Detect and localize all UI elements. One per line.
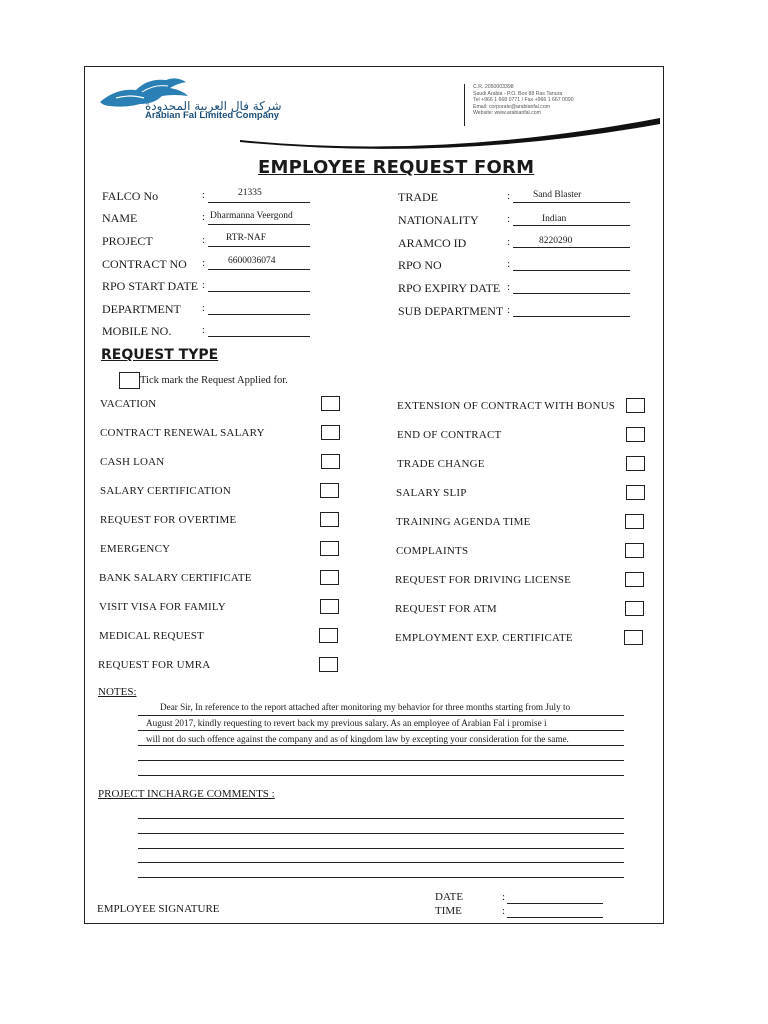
rpo-no-field[interactable]: [513, 270, 630, 271]
falco-no-value: 21335: [238, 188, 262, 198]
request-label: TRAINING AGENDA TIME: [396, 516, 531, 528]
contact-line: C.R. 2050003398: [473, 84, 514, 90]
field-colon: :: [507, 236, 511, 248]
comments-line[interactable]: [138, 818, 624, 819]
employment-exp-certificate-checkbox[interactable]: [624, 630, 643, 645]
request-label: CASH LOAN: [100, 456, 165, 468]
field-label-aramco-id: ARAMCO ID: [398, 236, 467, 250]
training-agenda-time-checkbox[interactable]: [625, 514, 644, 529]
notes-line[interactable]: [138, 715, 624, 716]
request-label: COMPLAINTS: [396, 545, 469, 557]
cash-loan-checkbox[interactable]: [321, 454, 340, 469]
notes-text-line: will not do such offence against the company and as of kingdom law by excepting your consideration for the same.: [146, 734, 569, 744]
notes-line[interactable]: [138, 745, 624, 746]
contract-no-field[interactable]: [208, 269, 310, 270]
end-of-contract-checkbox[interactable]: [626, 427, 645, 442]
notes-line[interactable]: [138, 730, 624, 731]
nationality-field[interactable]: [513, 225, 630, 226]
contract-renewal-salary-checkbox[interactable]: [321, 425, 340, 440]
field-label-mobile-no: MOBILE NO.: [102, 324, 172, 338]
field-colon: :: [507, 190, 511, 202]
project-incharge-comments-label: PROJECT INCHARGE COMMENTS :: [98, 788, 275, 800]
field-label-sub-department: SUB DEPARTMENT: [398, 304, 504, 318]
request-for-umra-checkbox[interactable]: [319, 657, 338, 672]
notes-text-line: Dear Sir, In reference to the report attached after monitoring my behavior for three months starting from July to: [160, 702, 571, 712]
salary-slip-checkbox[interactable]: [626, 485, 645, 500]
field-label-project: PROJECT: [102, 234, 153, 248]
request-label: REQUEST FOR OVERTIME: [100, 514, 237, 526]
field-colon: :: [507, 258, 511, 270]
request-label: MEDICAL REQUEST: [99, 630, 204, 642]
rpo-expiry-date-field[interactable]: [513, 293, 630, 294]
form-title: EMPLOYEE REQUEST FORM: [258, 157, 535, 178]
bank-salary-certificate-checkbox[interactable]: [320, 570, 339, 585]
field-colon: :: [502, 905, 506, 917]
field-label-trade: TRADE: [398, 190, 438, 204]
field-label-rpo-no: RPO NO: [398, 258, 442, 272]
field-label-falco-no: FALCO No: [102, 189, 159, 203]
field-colon: :: [507, 213, 511, 225]
time-label: TIME: [435, 905, 462, 917]
request-label: REQUEST FOR UMRA: [98, 659, 211, 671]
contact-line: Website: www.arabianfal.com: [473, 110, 541, 117]
employee-signature-label: EMPLOYEE SIGNATURE: [97, 903, 220, 915]
field-label-department: DEPARTMENT: [102, 302, 181, 316]
company-arabic-name: شركة فال العربية المحدودة: [145, 99, 282, 113]
contact-line: Saudi Arabia - P.O. Box 88 Ras Tanura: [473, 90, 563, 97]
visit-visa-for-family-checkbox[interactable]: [320, 599, 339, 614]
sub-department-field[interactable]: [513, 316, 630, 317]
rpo-start-date-field[interactable]: [208, 291, 310, 292]
falco-no-field[interactable]: [208, 202, 310, 203]
request-label: REQUEST FOR ATM: [395, 603, 497, 615]
contact-line: Tel +966 1 668 0771 / Fax +966 1 667 0090: [473, 97, 574, 104]
comments-line[interactable]: [138, 848, 624, 849]
field-colon: :: [502, 891, 506, 903]
comments-line[interactable]: [138, 833, 624, 834]
field-label-name: NAME: [102, 211, 138, 225]
company-english-name: Arabian Fal Limited Company: [145, 110, 280, 121]
field-label-nationality: NATIONALITY: [398, 213, 479, 227]
project-value: RTR-NAF: [226, 233, 267, 243]
field-label-rpo-expiry-date: RPO EXPIRY DATE: [398, 281, 501, 295]
field-colon: :: [202, 211, 206, 223]
contact-line: Email: corporate@arabianfal.com: [473, 103, 551, 110]
field-colon: :: [507, 281, 511, 293]
contract-no-value: 6600036074: [228, 256, 276, 266]
name-field[interactable]: [208, 224, 310, 225]
field-label-contract-no: CONTRACT NO: [102, 257, 187, 271]
request-label: EXTENSION OF CONTRACT WITH BONUS: [397, 400, 616, 412]
date-label: DATE: [435, 891, 464, 903]
request-label: EMPLOYMENT EXP. CERTIFICATE: [395, 632, 573, 644]
complaints-checkbox[interactable]: [625, 543, 644, 558]
request-label: SALARY SLIP: [396, 487, 467, 499]
emergency-checkbox[interactable]: [320, 541, 339, 556]
field-colon: :: [202, 234, 206, 246]
trade-value: Sand Blaster: [533, 190, 582, 200]
field-colon: :: [507, 304, 511, 316]
notes-line[interactable]: [138, 775, 624, 776]
request-label: BANK SALARY CERTIFICATE: [99, 572, 252, 584]
request-label: CONTRACT RENEWAL SALARY: [100, 427, 265, 439]
project-field[interactable]: [208, 246, 310, 247]
header-swoosh: [240, 112, 662, 152]
request-for-driving-license-checkbox[interactable]: [625, 572, 644, 587]
comments-line[interactable]: [138, 877, 624, 878]
field-colon: :: [202, 302, 206, 314]
request-for-atm-checkbox[interactable]: [625, 601, 644, 616]
trade-change-checkbox[interactable]: [626, 456, 645, 471]
notes-text-line: August 2017, kindly requesting to revert back my previous salary. As an employee of Arabian Fal i promise i: [146, 718, 547, 728]
name-value: Dharmanna Veergond: [210, 211, 293, 221]
request-label: REQUEST FOR DRIVING LICENSE: [395, 574, 572, 586]
field-colon: :: [202, 189, 206, 201]
aramco-id-field[interactable]: [513, 247, 630, 248]
tick-legend-box: [119, 372, 140, 389]
field-label-rpo-start-date: RPO START DATE: [102, 279, 199, 293]
mobile-no-field[interactable]: [208, 336, 310, 337]
aramco-id-value: 8220290: [539, 236, 573, 246]
tick-instruction: Tick mark the Request Applied for.: [140, 375, 288, 386]
trade-field[interactable]: [513, 202, 630, 203]
vacation-checkbox[interactable]: [321, 396, 340, 411]
request-label: END OF CONTRACT: [397, 429, 502, 441]
request-label: TRADE CHANGE: [397, 458, 485, 470]
medical-request-checkbox[interactable]: [319, 628, 338, 643]
request-label: VISIT VISA FOR FAMILY: [99, 601, 226, 613]
field-colon: :: [202, 279, 206, 291]
department-field[interactable]: [208, 314, 310, 315]
extension-of-contract-with-bonus-checkbox[interactable]: [626, 398, 645, 413]
comments-line[interactable]: [138, 862, 624, 863]
salary-certification-checkbox[interactable]: [320, 483, 339, 498]
request-for-overtime-checkbox[interactable]: [320, 512, 339, 527]
field-colon: :: [202, 257, 206, 269]
date-field[interactable]: [507, 903, 603, 904]
time-field[interactable]: [507, 917, 603, 918]
field-colon: :: [202, 324, 206, 336]
notes-line[interactable]: [138, 760, 624, 761]
nationality-value: Indian: [542, 214, 567, 224]
notes-label: NOTES:: [98, 686, 137, 698]
request-type-heading: REQUEST TYPE: [101, 347, 219, 363]
request-label: EMERGENCY: [100, 543, 171, 555]
request-label: VACATION: [100, 398, 157, 410]
request-label: SALARY CERTIFICATION: [100, 485, 231, 497]
